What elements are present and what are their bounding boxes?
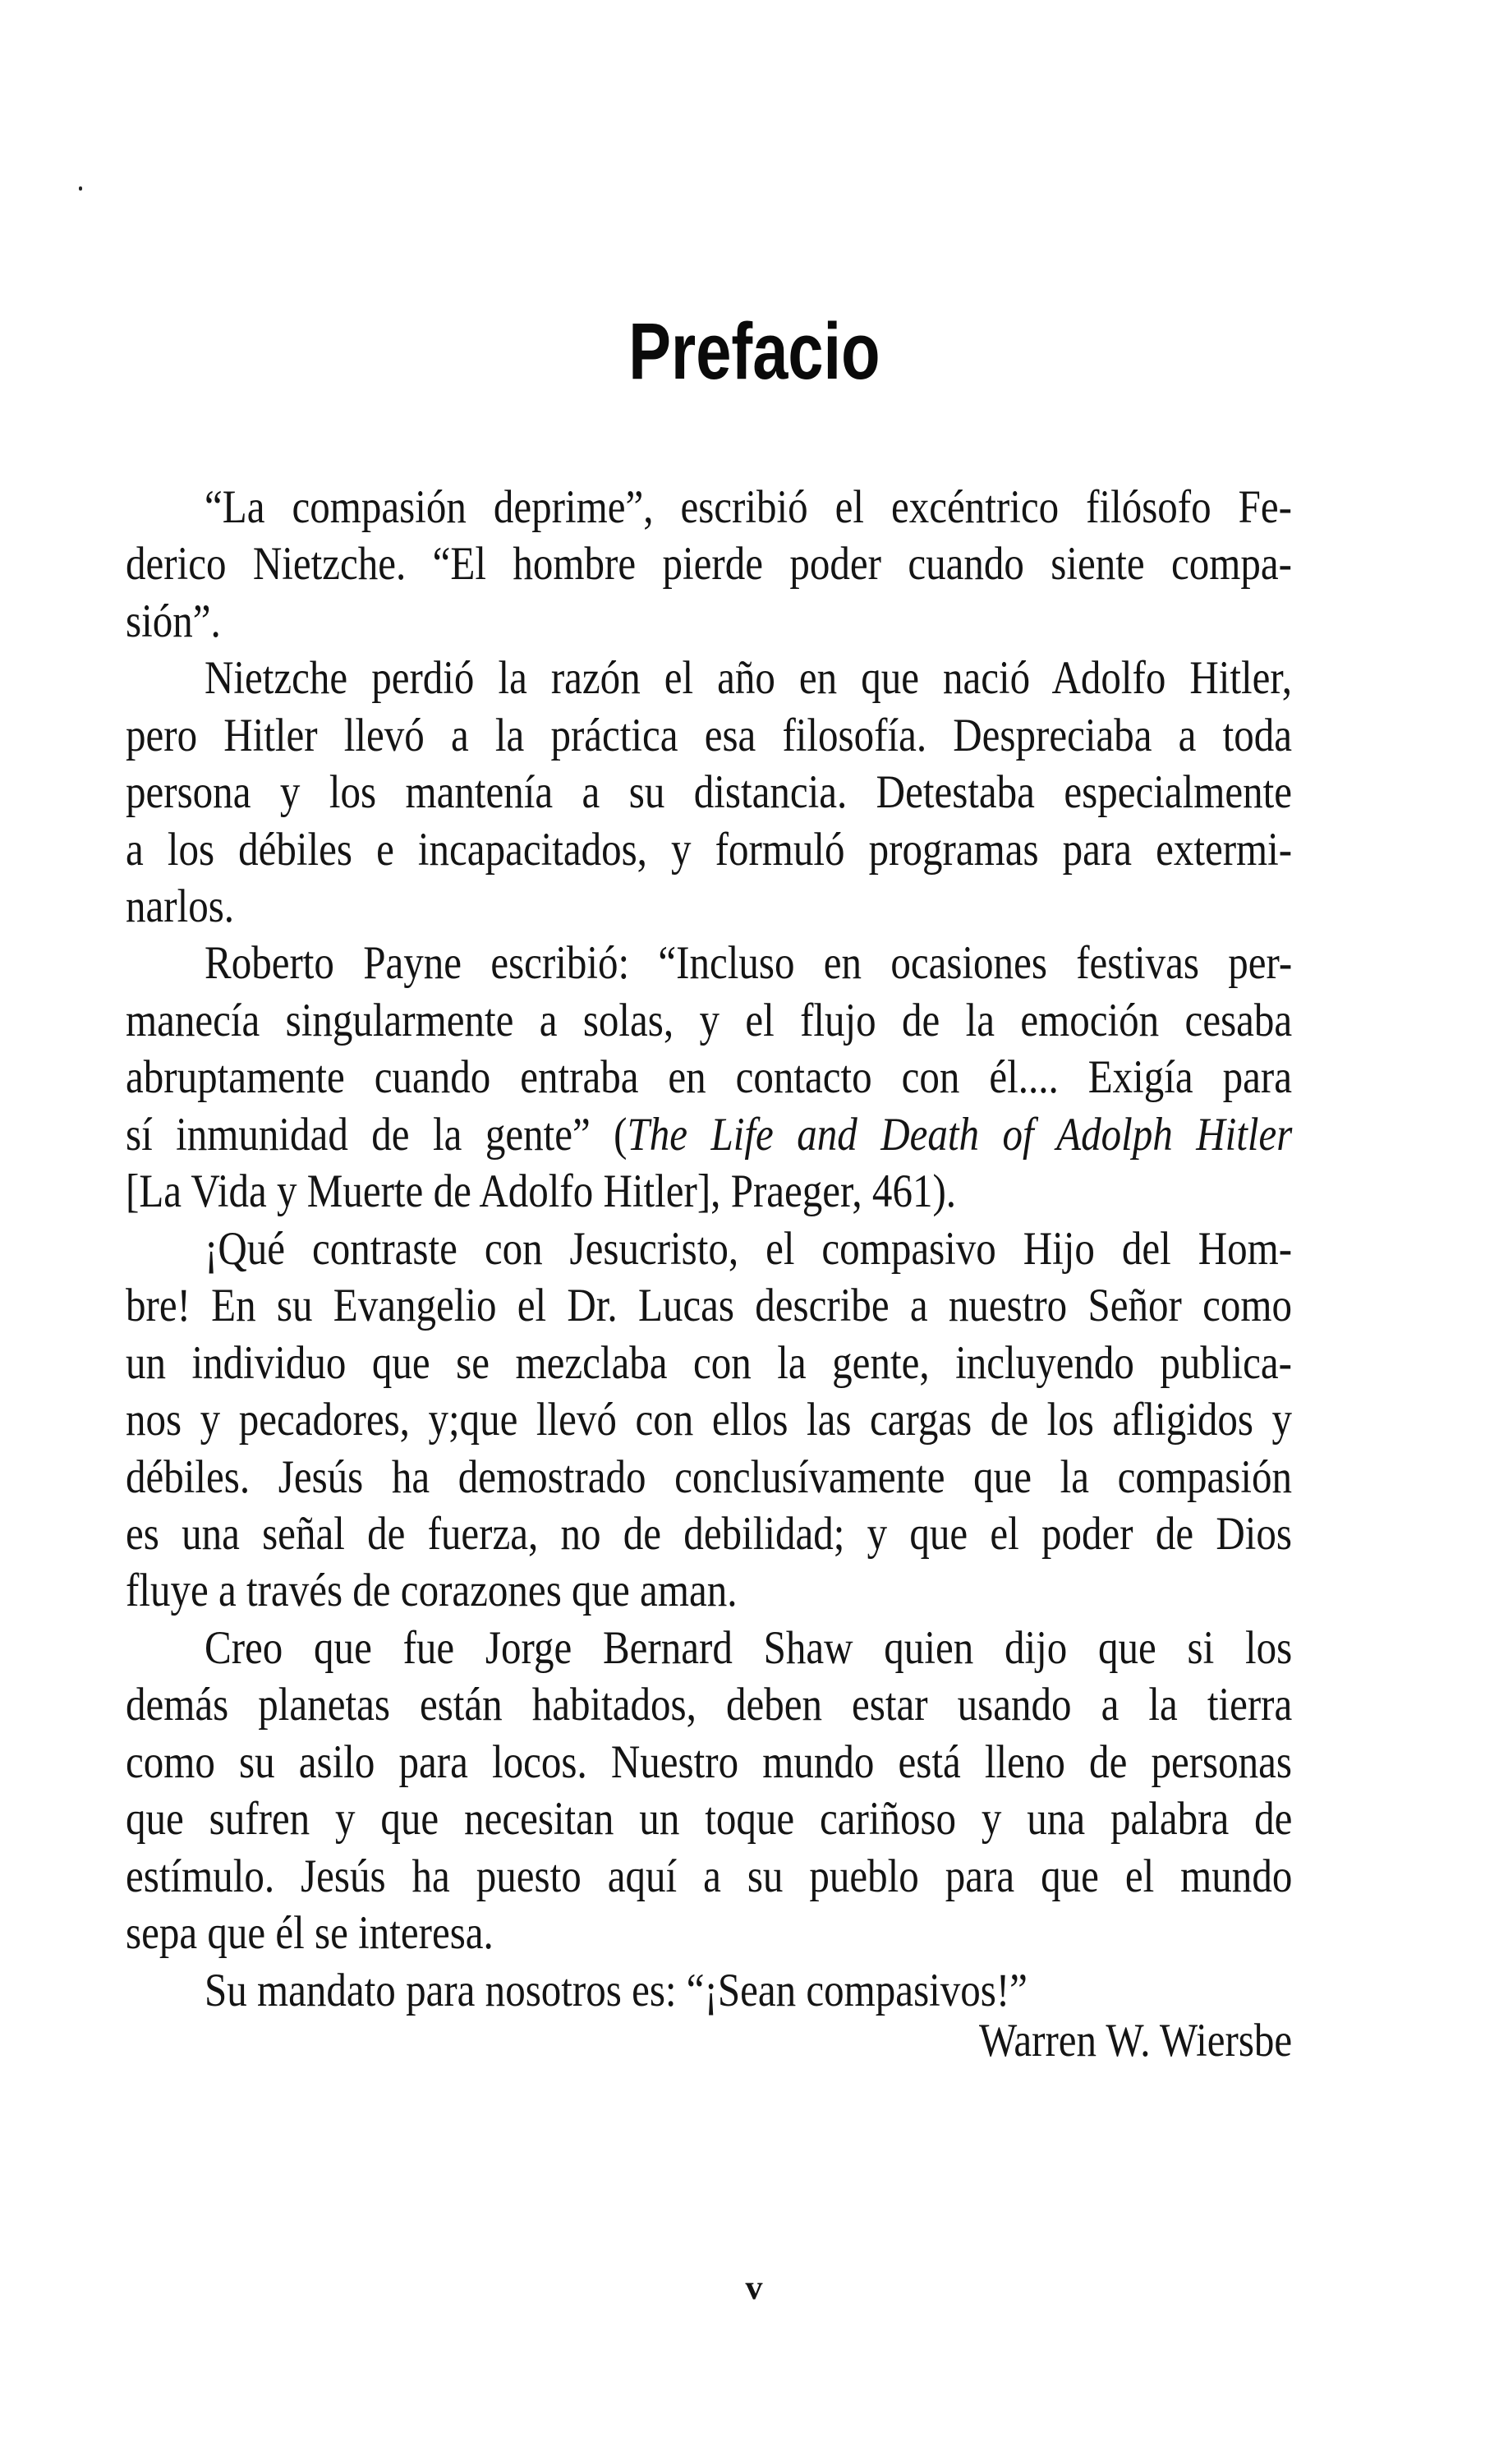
text-line: manecía singularmente a solas, y el flujo de la emoción cesaba (126, 995, 1293, 1046)
page-title (0, 306, 1508, 398)
text-line (126, 1106, 1292, 1164)
text-line: un individuo que se mezclaba con la gente, incluyendo publica- (126, 1337, 1292, 1389)
book-title-italic: The Life and Death of Adolph Hitler (627, 1109, 1293, 1161)
text-line: como su asilo para locos. Nuestro mundo está lleno de personas (126, 1736, 1292, 1788)
text-line: demás planetas están habitados, deben estar usando a la tierra (126, 1679, 1293, 1731)
text-line: sepa que él se interesa. (126, 1907, 494, 1959)
text-line: pero Hitler llevó a la práctica esa filosofía. Despreciaba a toda (126, 710, 1292, 761)
scan-speck (79, 186, 82, 191)
text-line: derico Nietzche. “El hombre pierde poder cuando siente compa- (126, 538, 1292, 590)
text-line: Roberto Payne escribió: “Incluso en ocasiones festivas per- (205, 937, 1293, 989)
text-line: ¡Qué contraste con Jesucristo, el compasivo Hijo del Hom- (205, 1223, 1293, 1275)
page-title-text: Prefacio (628, 306, 880, 396)
text-line: débiles. Jesús ha demostrado conclusívamente que la compasión (126, 1451, 1292, 1503)
text-line: estímulo. Jesús ha puesto aquí a su pueblo para que el mundo (126, 1850, 1293, 1902)
text-line: fluye a través de corazones que aman. (126, 1565, 738, 1616)
page-number: v (745, 2269, 763, 2307)
text-line: abruptamente cuando entraba en contacto con él.... Exigía para (126, 1051, 1292, 1103)
author-signature: Warren W. Wiersbe (978, 2015, 1292, 2066)
text-line: Creo que fue Jorge Bernard Shaw quien dijo que si los (205, 1622, 1293, 1674)
text-line: nos y pecadores, y;que llevó con ellos las cargas de los afligidos y (126, 1394, 1292, 1446)
text-line: narlos. (126, 880, 235, 932)
text-line: “La compasión deprime”, escribió el excéntrico filósofo Fe- (205, 481, 1292, 533)
text-line: sión”. (126, 595, 221, 647)
text-line: a los débiles e incapacitados, y formuló programas para extermi- (126, 824, 1293, 876)
text-line: bre! En su Evangelio el Dr. Lucas describe a nuestro Señor como (126, 1280, 1292, 1331)
text-line: persona y los mantenía a su distancia. Detestaba especialmente (126, 766, 1292, 818)
text-line: Su mandato para nosotros es: “¡Sean compasivos!” (205, 1965, 1028, 2016)
text-line: es una señal de fuerza, no de debilidad; y que el poder de Dios (126, 1508, 1292, 1560)
text-line: [La Vida y Muerte de Adolfo Hitler], Praeger, 461). (126, 1165, 957, 1217)
mixed-line (126, 1106, 1292, 1164)
text-line: Nietzche perdió la razón el año en que nació Adolfo Hitler, (205, 652, 1292, 704)
text-line: que sufren y que necesitan un toque cariñoso y una palabra de (126, 1793, 1293, 1845)
citation-lead: sí inmunidad de la gente” ( (126, 1109, 628, 1161)
